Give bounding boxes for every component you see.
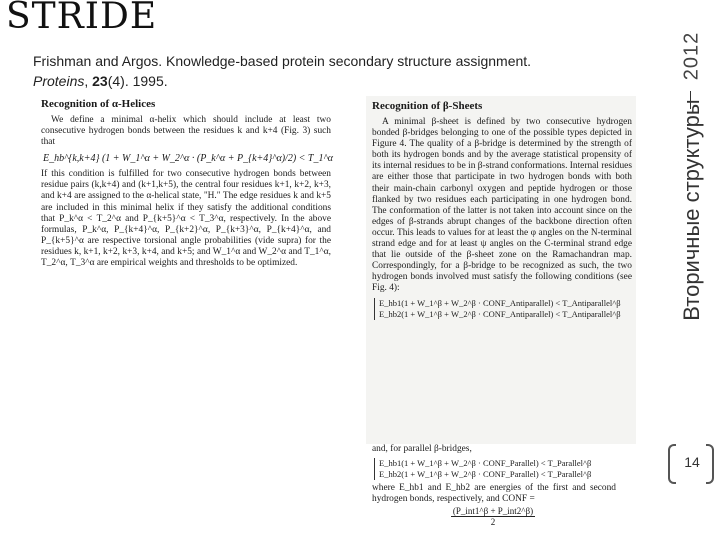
beta-antiparallel-conditions (374, 298, 636, 320)
scan-beta-sheets-continued (366, 444, 620, 540)
conf-denominator: 2 (490, 517, 496, 528)
citation-volume: 23 (92, 73, 108, 89)
alpha-heading: Recognition of α-Helices (41, 98, 156, 110)
citation-journal: Proteins (33, 73, 85, 89)
scan-alpha-helices (35, 98, 335, 378)
beta-eq-antiparallel-1: E_hb1(1 + W_1^β + W_2^β · CONF_Antiparallel) < T_Antiparallel^β (379, 297, 621, 308)
citation-authors: Frishman and Argos. Knowledge-based protein secondary structure assignment. (33, 53, 532, 69)
slide-year: 2012 (680, 31, 703, 81)
beta-paragraph-3: where E_hb1 and E_hb2 are energies of the first and second hydrogen bonds, respectively, and CONF = (372, 483, 616, 505)
citation-issue: (4). 1995. (107, 73, 168, 89)
page-number: 14 (684, 454, 700, 470)
alpha-paragraph-1: We define a minimal α-helix which should include at least two consecutive hydrogen bonds between the residues k and k+4 (Fig. 3) such that (41, 115, 331, 148)
beta-paragraph-2: and, for parallel β-bridges, (372, 444, 472, 454)
citation: Frishman and Argos. Knowledge-based protein secondary structure assignment. Proteins, 23(4). 1995. (33, 53, 532, 89)
conf-fraction (366, 506, 620, 527)
alpha-paragraph-2: If this condition is fulfilled for two consecutive hydrogen bonds between residue pairs (k,k+4) and (k+1,k+5), the central four residues k+1, k+2, k+3, and k+4 are assigned to the α-helical state, "H." The edge residues k and k+5 are included in this minimal helix if they satisfy the additional conditions that P_k^α < T_2^α and P_{k+5}^α < T_3^α, respectively. In the above formulas, P_k^α, P_{k+4}^α, P_{k+2}^α, P_{k+3}^α, P_{k+4}^α, and P_{k+5}^α are respective torsional angle probabilities (vide supra) for the residues k, k+1, k+2, k+3, k+4, and k+5; and W_1^α and W_2^α and T_1^α, T_2^α, T_3^α are empirical weights and thresholds to be optimized. (41, 169, 331, 269)
alpha-formula: E_hb^{k,k+4} (1 + W_1^α + W_2^α · (P_k^α + P_{k+4}^α)/2) < T_1^α (43, 153, 333, 165)
beta-parallel-conditions (374, 458, 620, 480)
side-title: Вторичные структуры (679, 99, 704, 321)
beta-eq-parallel-1: E_hb1(1 + W_1^β + W_2^β · CONF_Parallel) < T_Parallel^β (379, 458, 592, 469)
beta-paragraph-1: A minimal β-sheet is defined by two consecutive hydrogen bonded β-bridges belonging to one of the possible types depicted in Figure 4. The quality of a β-bridge is determined by the strength of both its hydrogen bonds and by the average statistical propensity of its internal residues to be in β-strand conformations. Internal residues are either those that participate in two hydrogen bonds with both their main-chain carbonyl oxygen and peptide hydrogen or those flanked by two residues each participating in one hydrogen bond. The conformation of the latter is not taken into account since on the edges of β-strands abrupt changes of the backbone direction often occur. This leads to values for at least the φ angles on the N-terminal strand edge and for at least ψ angles on the C-terminal strand edge that lie outside of the β-sheet zone on the Ramachandran map. Correspondingly, for a β-bridge to be recognized as such, the two hydrogen bonds involved must satisfy the following conditions (see Fig. 4): (372, 117, 632, 294)
beta-eq-parallel-2: E_hb2(1 + W_1^β + W_2^β · CONF_Parallel) < T_Parallel^β (379, 469, 592, 480)
conf-numerator: (P_int1^β + P_int2^β) (452, 506, 534, 517)
scan-beta-sheets (366, 96, 636, 444)
slide-title: STRIDE (6, 0, 158, 37)
beta-eq-antiparallel-2: E_hb2(1 + W_1^β + W_2^β · CONF_Antiparallel) < T_Antiparallel^β (379, 308, 621, 319)
beta-heading: Recognition of β-Sheets (372, 100, 483, 112)
